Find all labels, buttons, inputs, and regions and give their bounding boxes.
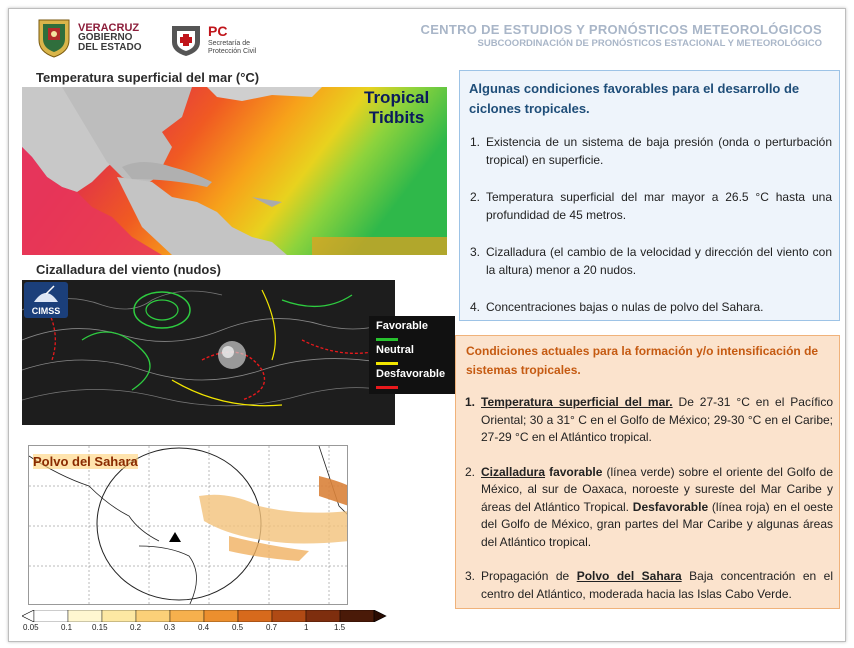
item-number: 3.: [465, 569, 476, 583]
wind-shear-map: [22, 280, 395, 425]
item-number: 1.: [470, 135, 481, 149]
org-line3: DEL ESTADO: [78, 42, 142, 53]
saharan-dust-graphic: [29, 446, 348, 605]
tick-9: 1.5: [334, 623, 346, 632]
org-line1: VERACRUZ: [78, 22, 140, 34]
item-text: Existencia de un sistema de baja presión (onda o perturbación tropical) en superficie.: [486, 135, 832, 167]
list-item: [465, 394, 833, 447]
item-number: 1.: [465, 395, 476, 409]
item-text: [481, 568, 833, 603]
item-text: Cizalladura (el cambio de la velocidad y dirección del viento con la altura) menor a 20 nudos.: [486, 245, 832, 277]
item-text: [481, 464, 833, 552]
item-number: 4.: [470, 300, 481, 314]
favorable-list: [470, 133, 832, 335]
item-prefix: Propagación de: [481, 569, 577, 583]
wind-shear-graphic: [22, 280, 395, 425]
cimss-logo-text: CIMSS: [31, 306, 61, 316]
sst-section-label: Temperatura superficial del mar (°C): [36, 70, 260, 85]
tick-6: 0.5: [232, 623, 244, 632]
item-heading: Temperatura superficial del mar.: [481, 395, 673, 409]
list-item: [470, 188, 832, 224]
list-item: [470, 298, 832, 316]
current-title: Condiciones actuales para la formación y/o intensificación de sistemas tropicales.: [466, 344, 819, 377]
watermark-line2: Tidbits: [368, 108, 425, 127]
item-text: [481, 394, 833, 447]
tick-3: 0.2: [130, 623, 142, 632]
item-text: Concentraciones bajas o nulas de polvo del Sahara.: [486, 300, 764, 314]
legend-label-favorable: Favorable: [376, 320, 428, 332]
item-number: 2.: [470, 190, 481, 204]
item-body-2: (línea roja) en el oeste del Golfo de México, gran partes del Mar Caribe y algunas áreas del Atlántico tropical.: [481, 499, 833, 549]
item-body: (línea verde) sobre el oriente del Golfo de México, al sur de Oaxaca, noroeste y sureste del Mar Caribe y áreas del Atlántico Tropical.: [481, 464, 833, 514]
shear-section-label: Cizalladura del viento (nudos): [36, 262, 221, 277]
saharan-dust-map: [28, 445, 348, 605]
legend-label-neutral: Neutral: [376, 344, 414, 356]
item-bold-2: Desfavorable: [629, 499, 709, 514]
item-heading: Cizalladura: [481, 464, 546, 479]
tick-5: 0.4: [198, 623, 210, 632]
tick-0: 0.05: [23, 623, 39, 632]
org-line2: GOBIERNO: [78, 32, 133, 43]
legend-line-neutral: [376, 362, 398, 365]
item-text: Temperatura superficial del mar mayor a 26.5 °C hasta una profundidad de 45 metros.: [486, 190, 832, 222]
cimss-logo: [24, 282, 68, 318]
tick-7: 0.7: [266, 623, 278, 632]
veracruz-shield-logo: [36, 18, 72, 58]
pc-title: PC: [208, 23, 228, 39]
list-item: [465, 464, 833, 552]
dust-colorbar-ticks: [22, 623, 392, 635]
satellite-dish-icon: [24, 282, 68, 306]
pc-subtitle: [208, 40, 256, 56]
legend-label-desfavorable: Desfavorable: [376, 368, 446, 380]
current-list: [465, 394, 833, 620]
item-bold: favorable: [545, 464, 603, 479]
proteccion-civil-logo-icon: [168, 22, 204, 58]
pc-sub1: Secretaría de: [208, 40, 251, 47]
list-item: [470, 243, 832, 279]
item-heading: Polvo del Sahara: [576, 569, 682, 583]
item-body: De 27-31 °C en el Pacífico Oriental; 30 a 31° C en el Golfo de México; 29-30 °C en el Caribe; 27-29 °C en el Atlántico tropical.: [481, 395, 833, 444]
item-number: 3.: [470, 245, 481, 259]
shear-legend: [369, 316, 455, 394]
veracruz-org-text: [78, 23, 142, 53]
dust-section-label: Polvo del Sahara: [33, 454, 138, 469]
item-number: 2.: [465, 464, 476, 479]
tropical-tidbits-watermark: [364, 88, 429, 128]
tick-8: 1: [304, 623, 309, 632]
tick-4: 0.3: [164, 623, 176, 632]
tick-2: 0.15: [92, 623, 108, 632]
pc-sub2: Protección Civil: [208, 48, 257, 55]
sst-map: [22, 87, 447, 255]
header-subtitle: SUBCOORDINACIÓN DE PRONÓSTICOS ESTACIONAL Y METEOROLÓGICO: [477, 38, 822, 49]
header-title: CENTRO DE ESTUDIOS Y PRONÓSTICOS METEOROLÓGICOS: [420, 22, 822, 37]
tick-1: 0.1: [61, 623, 73, 632]
favorable-title: Algunas condiciones favorables para el desarrollo de ciclones tropicales.: [469, 81, 800, 116]
item-body: Baja concentración en el centro del Atlántico, moderada hacia las Islas Cabo Verde.: [481, 569, 833, 601]
favorable-conditions-panel: [459, 70, 840, 321]
list-item: [470, 133, 832, 169]
legend-line-favorable: [376, 338, 398, 341]
list-item: [465, 568, 833, 603]
legend-line-desfavorable: [376, 386, 398, 389]
current-conditions-panel: [455, 335, 840, 609]
dust-colorbar: [22, 610, 392, 622]
watermark-line1: Tropical: [364, 88, 430, 107]
